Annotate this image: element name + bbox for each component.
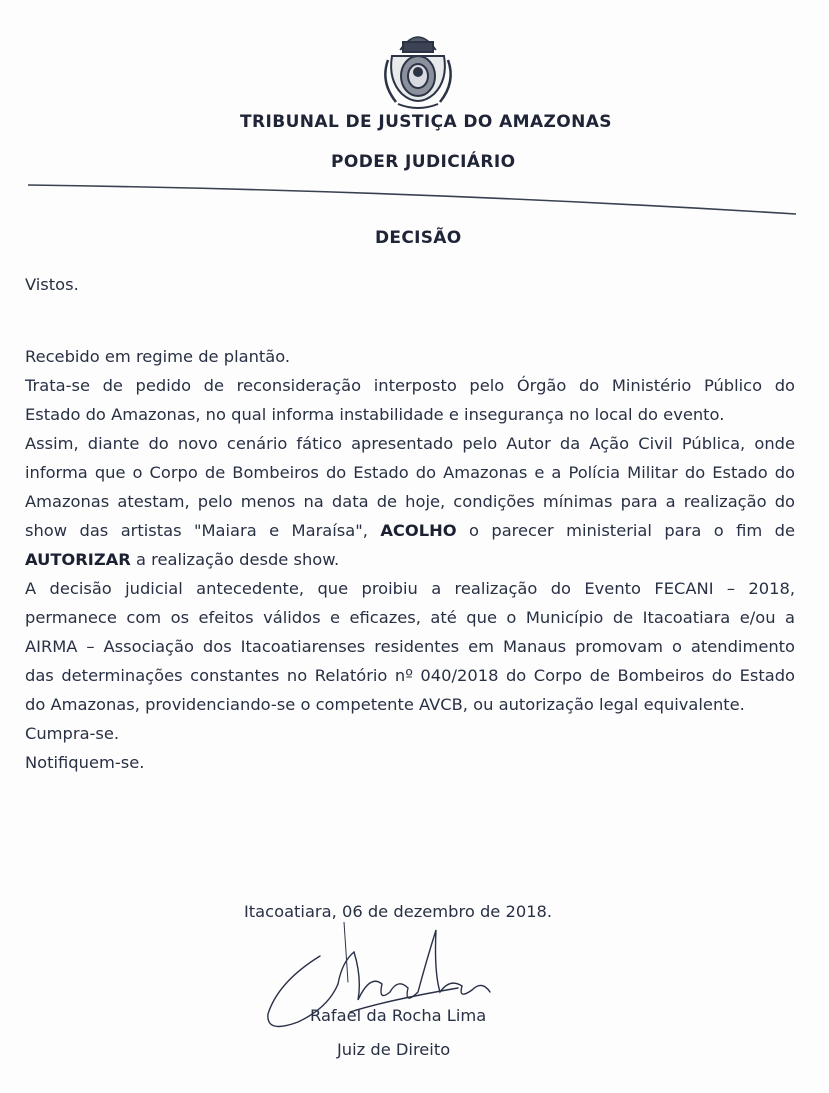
paragraph-prior-decision-line: permanece com os efeitos válidos e eficazes, até que o Município de Itacoatiara e/ou a (25, 608, 795, 627)
paragraph-scenario-line (25, 516, 795, 545)
document-heading: DECISÃO (375, 228, 462, 248)
paragraph-scenario-line: Amazonas atestam, pelo menos na data de hoje, condições mínimas para a realização do (25, 492, 795, 511)
paragraph-prior-decision-line: do Amazonas, providenciando-se o competente AVCB, ou autorização legal equivalente. (25, 695, 745, 714)
opening-line (25, 270, 795, 299)
signer-role: Juiz de Direito (337, 1040, 451, 1059)
paragraph-prior-decision-line: A decisão judicial antecedente, que proibiu a realização do Evento FECANI – 2018, (25, 579, 795, 598)
opening-text: Vistos. (25, 275, 79, 294)
scenario-text: show das artistas "Maiara e Maraísa", (25, 521, 368, 540)
paragraph-request-line: Estado do Amazonas, no qual informa instabilidade e insegurança no local do evento. (25, 405, 725, 424)
paragraph-prior-decision-line: AIRMA – Associação dos Itacoatiarenses residentes em Manaus promovam o atendimento (25, 637, 795, 656)
place-and-date: Itacoatiara, 06 de dezembro de 2018. (244, 902, 553, 921)
paragraph-scenario-line: informa que o Corpo de Bombeiros do Estado do Amazonas e a Polícia Militar do Estado do (25, 463, 795, 482)
paragraph-prior-decision-line: das determinações constantes no Relatório nº 040/2018 do Corpo de Bombeiros do Estado (25, 666, 795, 685)
coat-of-arms-icon (378, 20, 458, 112)
closing-notify: Notifiquem-se. (25, 753, 145, 772)
decision-body (25, 342, 795, 777)
scenario-text: a realização desde show. (136, 550, 340, 569)
paragraph-scenario-line (25, 545, 795, 574)
court-branch: PODER JUDICIÁRIO (331, 152, 516, 172)
paragraph-scenario-line: Assim, diante do novo cenário fático apresentado pelo Autor da Ação Civil Pública, onde (25, 434, 795, 453)
court-name: TRIBUNAL DE JUSTIÇA DO AMAZONAS (240, 112, 612, 132)
accept-keyword: ACOLHO (380, 521, 457, 540)
closing-comply: Cumpra-se. (25, 724, 120, 743)
scenario-text: o parecer ministerial para o fim de (468, 521, 795, 540)
signer-name: Rafael da Rocha Lima (310, 1006, 487, 1025)
paragraph-request-line: Trata-se de pedido de reconsideração interposto pelo Órgão do Ministério Público do (25, 376, 795, 395)
authorize-keyword: AUTORIZAR (25, 550, 131, 569)
header-divider (28, 182, 796, 226)
paragraph-received: Recebido em regime de plantão. (25, 347, 291, 366)
